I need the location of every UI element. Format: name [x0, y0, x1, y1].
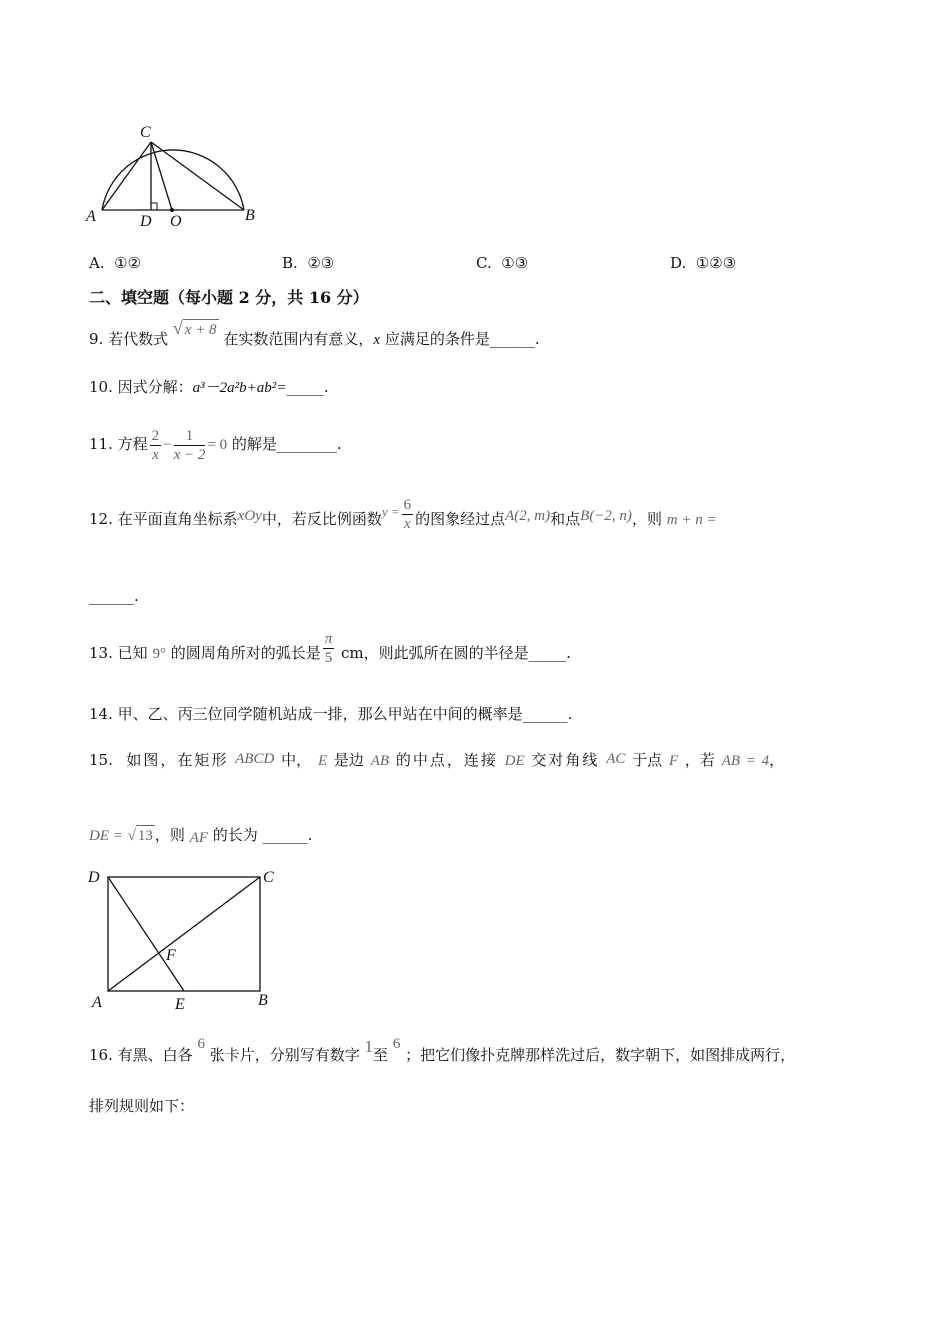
- question-number: 13.: [89, 644, 113, 662]
- semicircle-figure: [84, 120, 274, 232]
- question-text: 因式分解：: [117, 378, 193, 396]
- math-label: AB: [370, 753, 390, 769]
- numerator: π: [324, 630, 333, 647]
- rectangle-figure: [84, 866, 284, 1014]
- question-text: 是边: [333, 751, 364, 769]
- question-14: [89, 704, 572, 724]
- label-e: E: [175, 996, 185, 1013]
- choice-text: ①③: [501, 254, 529, 272]
- label-a: A: [92, 994, 102, 1011]
- question-9: [89, 318, 540, 350]
- radicand: 13: [136, 825, 155, 846]
- question-text: ，若: [684, 751, 715, 769]
- operator: = 0: [207, 437, 228, 453]
- math-expression: a³－2a²b+ab²=: [192, 380, 287, 396]
- denominator: x − 2: [173, 446, 206, 463]
- label-b: B: [245, 207, 255, 224]
- question-number: 12.: [89, 510, 113, 528]
- number: 6: [392, 1036, 401, 1052]
- question-15-line-2: [89, 825, 312, 846]
- math-expression: DE =: [89, 828, 123, 844]
- choice-key: A.: [89, 254, 105, 272]
- segment-ac: [102, 142, 151, 210]
- question-text: 交对角线: [531, 751, 600, 769]
- label-o: O: [170, 213, 182, 230]
- question-10: [89, 377, 329, 398]
- fraction: [323, 630, 335, 667]
- question-number: 9.: [89, 330, 104, 348]
- label-b: B: [258, 992, 268, 1009]
- question-text: 在平面直角坐标系: [117, 510, 238, 528]
- question-number: 16.: [89, 1046, 113, 1064]
- number: 6: [197, 1036, 205, 1052]
- right-angle-mark: [151, 203, 157, 210]
- question-15: [89, 750, 784, 771]
- question-12-blank: ______.: [89, 587, 139, 605]
- question-text: 至: [373, 1046, 389, 1064]
- question-text: 的中点，连接: [395, 751, 498, 769]
- question-13: [89, 628, 571, 679]
- label-c: C: [140, 124, 151, 141]
- question-16: [89, 1028, 795, 1083]
- question-text: ，则: [154, 826, 185, 844]
- choice-key: C.: [476, 254, 492, 272]
- question-text: 和点: [550, 510, 581, 528]
- question-number: 14.: [89, 705, 113, 723]
- math-expression: y =: [381, 504, 400, 519]
- denominator: 5: [324, 649, 333, 666]
- math-expression: xOy: [237, 508, 262, 524]
- numerator: 1: [174, 427, 206, 446]
- degree-value: 9°: [152, 646, 166, 662]
- label-d: D: [88, 869, 100, 886]
- question-number: 11.: [89, 435, 113, 453]
- sqrt-expression: √ x + 8: [172, 318, 217, 338]
- radicand: x + 8: [183, 319, 219, 340]
- question-text: 于点: [632, 751, 663, 769]
- question-number: 10.: [89, 378, 113, 396]
- choice-text: ①②: [114, 254, 142, 272]
- variable: x: [373, 332, 381, 348]
- operator: −: [163, 437, 172, 453]
- choice-c: [476, 253, 528, 273]
- choice-d: [670, 253, 736, 273]
- choice-text: ①②③: [695, 254, 737, 272]
- question-text: 的解是________.: [231, 435, 342, 453]
- question-text: 的圆周角所对的弧长是: [170, 644, 321, 662]
- question-text: 中，: [281, 751, 312, 769]
- question-text: 有黑、白各: [117, 1046, 193, 1064]
- diagonal-ac: [108, 877, 260, 991]
- math-label: AF: [189, 830, 209, 846]
- question-text: 在实数范围内有意义，: [223, 330, 374, 348]
- label-d: D: [140, 213, 152, 230]
- fraction: [174, 427, 206, 464]
- math-label: E: [317, 753, 328, 769]
- choice-b: [282, 253, 334, 273]
- question-text: 甲、乙、丙三位同学随机站成一排，那么甲站在中间的概率是______.: [117, 705, 573, 723]
- fraction: [402, 496, 414, 533]
- center-point: [170, 208, 174, 212]
- numerator: 2: [151, 427, 160, 444]
- numerator: 6: [403, 496, 412, 513]
- fraction: [150, 427, 162, 464]
- question-text: 若代数式: [108, 330, 169, 348]
- question-text: 张卡片，分别写有数字: [209, 1046, 360, 1064]
- choice-key: D.: [670, 254, 687, 272]
- denominator: x: [152, 446, 159, 463]
- question-text: 的长为 ______.: [212, 826, 313, 844]
- label-a: A: [86, 208, 96, 225]
- question-text: ，则: [631, 510, 662, 528]
- math-label: ABCD: [235, 751, 275, 767]
- question-text: 已知: [117, 644, 148, 662]
- number: 1: [364, 1037, 374, 1056]
- math-expression: m + n =: [666, 512, 717, 528]
- question-text: 方程: [117, 435, 148, 453]
- question-16-line-2: 排列规则如下：: [89, 1097, 195, 1115]
- question-text: 中，若反比例函数: [261, 510, 382, 528]
- question-text: 的图象经过点: [415, 510, 506, 528]
- question-12: [89, 497, 717, 542]
- segment-co: [151, 142, 172, 210]
- math-expression: AB = 4: [721, 753, 770, 769]
- question-text: cm，则此弧所在圆的半径是_____.: [341, 644, 571, 662]
- question-11: [89, 422, 342, 467]
- label-f: F: [166, 947, 176, 964]
- math-label: DE: [504, 753, 525, 769]
- sqrt-sign: √: [127, 828, 136, 844]
- question-text: ，: [769, 751, 785, 769]
- math-label: AC: [606, 751, 626, 767]
- math-label: F: [668, 753, 679, 769]
- answer-blank: _____.: [286, 378, 329, 396]
- choice-a: [89, 253, 141, 273]
- question-number: 15.: [89, 751, 113, 769]
- segment-cb: [151, 142, 244, 210]
- choice-text: ②③: [307, 254, 335, 272]
- question-text: 如图，在矩形: [126, 751, 229, 769]
- point-a: A(2, m): [505, 508, 551, 524]
- choice-key: B.: [282, 254, 298, 272]
- label-c: C: [263, 869, 274, 886]
- segment-de: [108, 877, 184, 991]
- question-text: 应满足的条件是______.: [384, 330, 540, 348]
- question-text: ；把它们像扑克牌那样洗过后，数字朝下，如图排成两行，: [405, 1046, 796, 1064]
- point-b: B(−2, n): [580, 508, 632, 524]
- section-title: 二、填空题（每小题 2 分，共 16 分）: [89, 288, 369, 307]
- denominator: x: [404, 515, 411, 532]
